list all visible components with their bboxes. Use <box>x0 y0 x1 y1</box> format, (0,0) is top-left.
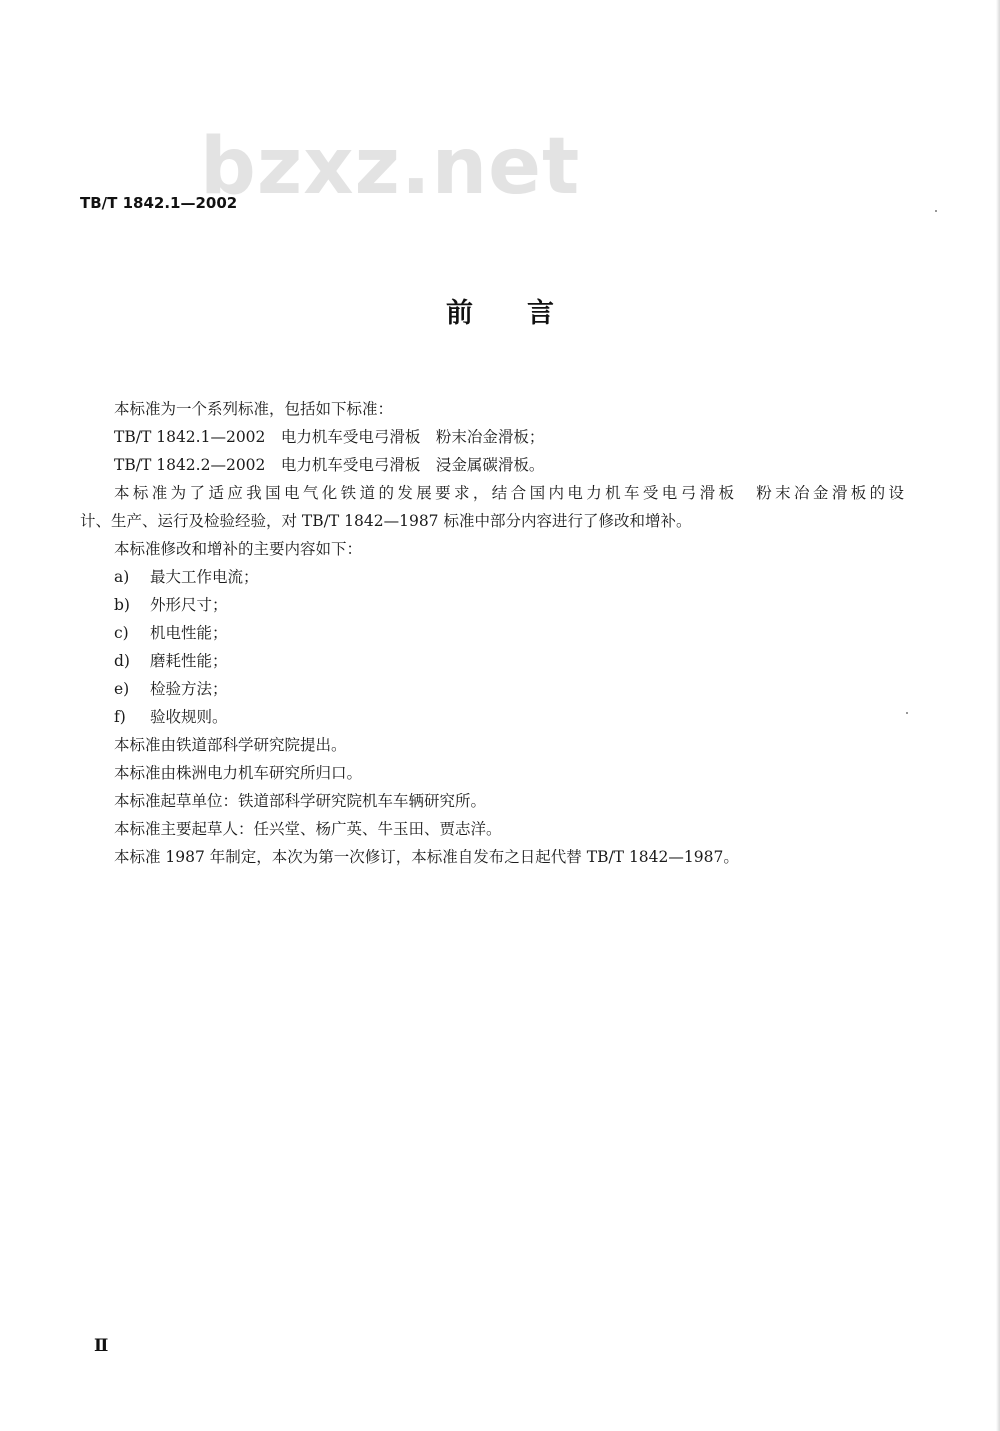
list-item <box>114 598 228 614</box>
changes-heading: 本标准修改和增补的主要内容如下： <box>114 540 363 558</box>
standard-item: TB/T 1842.2—2002 电力机车受电弓滑板 浸金属碳滑板。 <box>114 456 545 474</box>
list-item <box>114 570 259 586</box>
list-text: 外形尺寸； <box>150 596 228 614</box>
watermark: bzxz.net <box>200 122 581 212</box>
page-edge <box>996 0 1000 1431</box>
list-marker: f) <box>114 708 126 726</box>
document-code: TB/T 1842.1—2002 <box>80 194 238 212</box>
list-text: 机电性能； <box>150 624 228 642</box>
list-marker: c) <box>114 624 129 642</box>
drafters-line: 本标准主要起草人：任兴堂、杨广英、牛玉田、贾志洋。 <box>114 820 502 838</box>
list-marker: a) <box>114 568 130 586</box>
series-intro-line: 本标准为一个系列标准，包括如下标准： <box>114 400 394 418</box>
list-marker: d) <box>114 652 130 670</box>
list-item <box>114 682 228 698</box>
administrator-line: 本标准由株洲电力机车研究所归口。 <box>114 764 363 782</box>
list-marker: b) <box>114 596 130 614</box>
list-marker: e) <box>114 680 130 698</box>
revision-history-line: 本标准 1987 年制定，本次为第一次修订，本标准自发布之日起代替 TB/T 1842—1987。 <box>114 848 739 866</box>
list-item <box>114 710 228 726</box>
page-number: Ⅱ <box>94 1336 109 1356</box>
standard-item: TB/T 1842.1—2002 电力机车受电弓滑板 粉末冶金滑板； <box>114 428 545 446</box>
scan-speck <box>906 712 908 714</box>
drafting-unit-line: 本标准起草单位：铁道部科学研究院机车车辆研究所。 <box>114 792 487 810</box>
list-item <box>114 654 228 670</box>
list-text: 检验方法； <box>150 680 228 698</box>
list-text: 磨耗性能； <box>150 652 228 670</box>
scan-speck <box>935 210 937 212</box>
page-title: 前言 <box>446 298 608 329</box>
list-text: 验收规则。 <box>150 708 228 726</box>
proposer-line: 本标准由铁道部科学研究院提出。 <box>114 736 347 754</box>
purpose-line-2: 计、生产、运行及检验经验，对 TB/T 1842—1987 标准中部分内容进行了修改和增补。 <box>80 512 692 530</box>
list-text: 最大工作电流； <box>150 568 259 586</box>
purpose-line-1: 本标准为了适应我国电气化铁道的发展要求，结合国内电力机车受电弓滑板 粉末冶金滑板的设 <box>114 484 904 502</box>
list-item <box>114 626 228 642</box>
